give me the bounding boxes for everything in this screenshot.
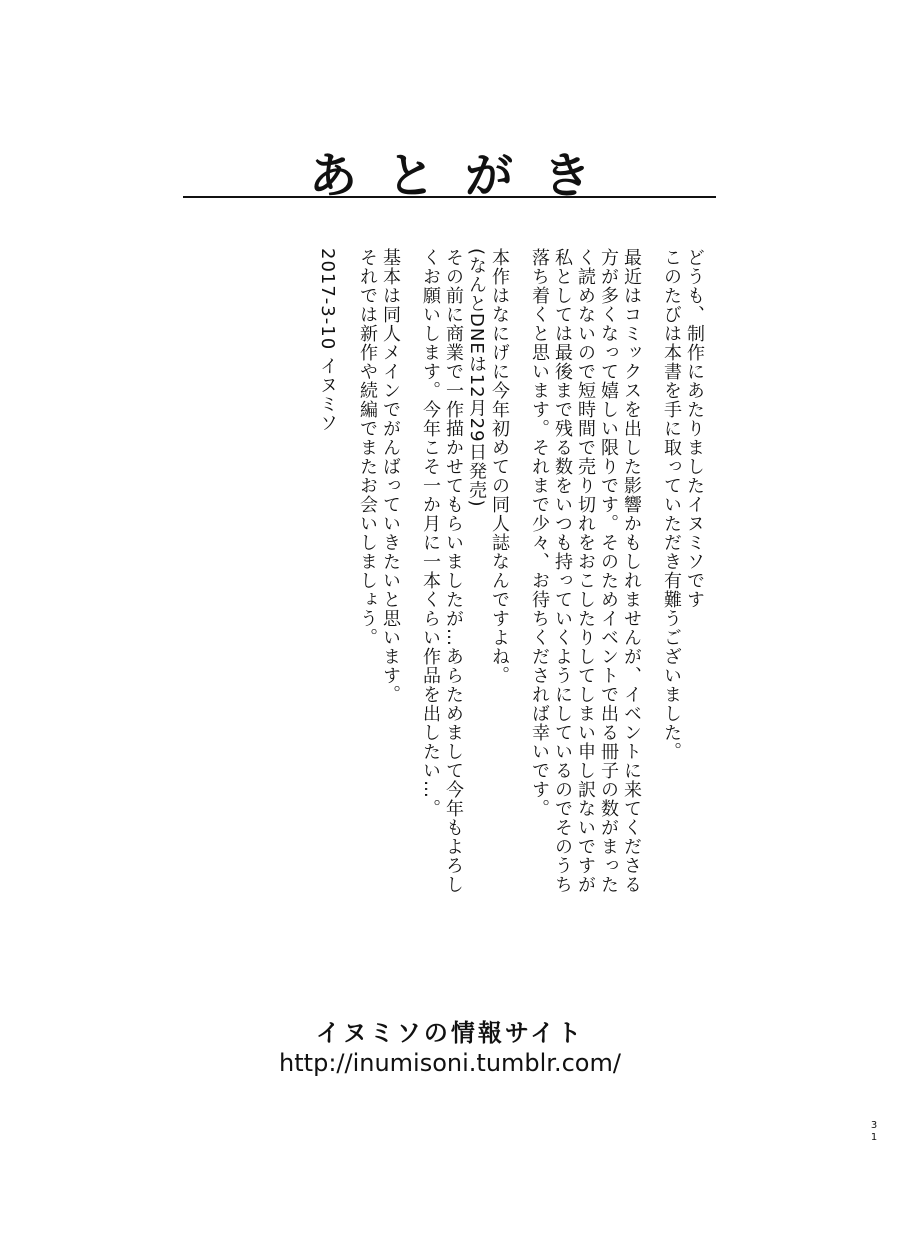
- paragraph-events: [528, 248, 643, 894]
- text-line: く読めないので短時間で売り切れをおこしたりしてしまい申し訳ないですが: [575, 248, 596, 894]
- text-line: このたびは本書を手に取っていただき有難うございました。: [661, 248, 682, 761]
- title-divider: [183, 196, 716, 198]
- paragraph-greeting: [660, 248, 706, 868]
- page-number: [867, 1120, 881, 1144]
- signature-date: 2017-3-10 イヌミソ: [317, 248, 338, 433]
- text-line: 落ち着くと思います。それまで少々、お待ちくだされば幸いです。: [529, 248, 550, 818]
- text-line: くお願いします。今年こそ一か月に一本くらい作品を出したい…。: [420, 248, 441, 818]
- paragraph-this-work: [419, 248, 511, 894]
- text-line: 私としては最後まで残る数をいつも持っていくようにしているのでそのうち: [552, 248, 573, 894]
- text-line: 基本は同人メインでがんばっていきたいと思います。: [380, 248, 401, 704]
- text-line: どうも、制作にあたりましたイヌミソです: [684, 248, 705, 609]
- paragraph-signature: [316, 248, 339, 868]
- afterword-body: [196, 248, 706, 894]
- text-line: (なんとDNEは12月29日発売): [466, 248, 487, 508]
- page-title: あとがき: [308, 148, 621, 204]
- text-line: 最近はコミックスを出した影響かもしれませんが、イベントに来てくださる: [621, 248, 642, 894]
- paragraph-closing: [356, 248, 402, 868]
- text-line: それでは新作や続編でまたお会いしましょう。: [357, 248, 378, 647]
- site-url[interactable]: http://inumisoni.tumblr.com/: [279, 1049, 621, 1077]
- site-title: イヌミソの情報サイト: [315, 1019, 585, 1047]
- text-line: その前に商業で一作描かせてもらいましたが…あらためまして今年もよろし: [443, 248, 464, 894]
- text-line: 方が多くなって嬉しい限りです。そのためイベントで出る冊子の数がまった: [598, 248, 619, 894]
- text-line: 本作はなにげに今年初めての同人誌なんですよね。: [489, 248, 510, 685]
- page-number-text: 31: [870, 1120, 878, 1143]
